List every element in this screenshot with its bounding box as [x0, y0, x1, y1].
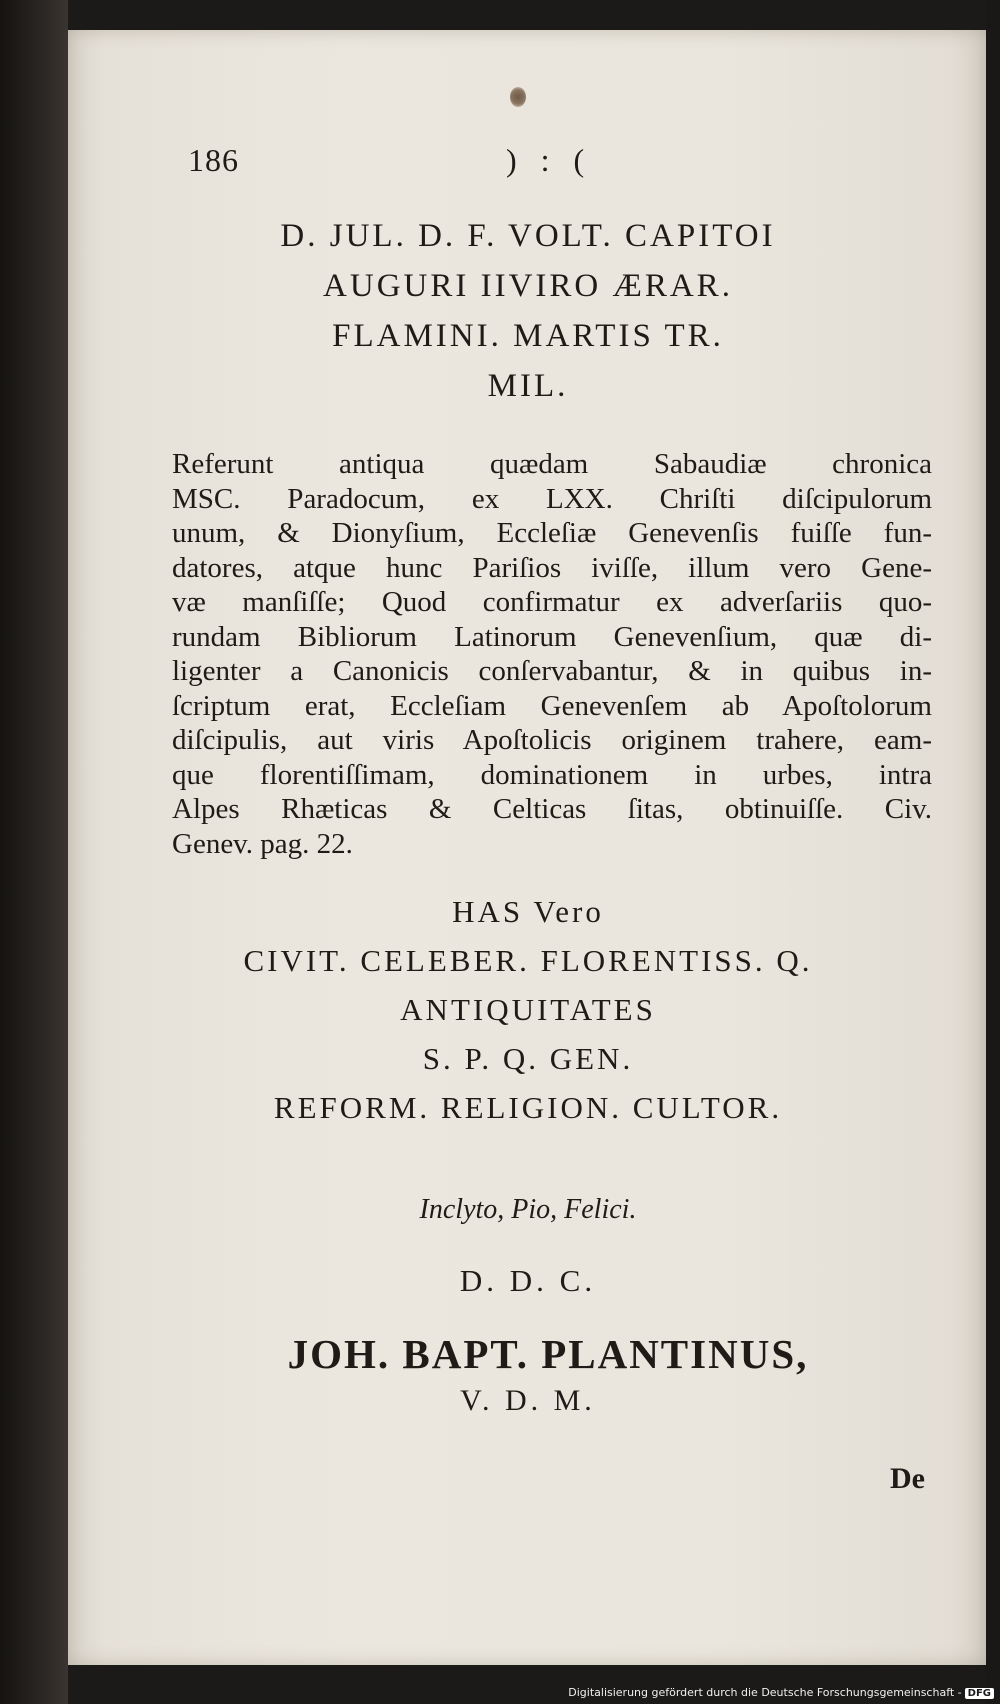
author-title: V. D. M.: [460, 1384, 596, 1417]
ddc-formula: D. D. C.: [459, 1263, 597, 1298]
page-number: 186: [188, 142, 239, 178]
paragraph-line: ligenter a Canonicis conſervabantur, & in quibus in-: [172, 655, 932, 687]
paragraph-line: rundam Bibliorum Latinorum Genevenſium, quæ di-: [172, 620, 932, 653]
body-paragraph: [172, 447, 932, 861]
dedication-line-2: CIVIT. CELEBER. FLORENTISS. Q.: [243, 943, 813, 978]
inscription-line-3: FLAMINI. MARTIS TR.: [332, 318, 724, 354]
inscription-line-4: MIL.: [487, 368, 569, 404]
paragraph-line: datores, atque hunc Pariſios iviſſe, illum vero Gene-: [172, 551, 932, 584]
scan-right-edge: [986, 0, 1000, 1704]
dedication-line-3: ANTIQUITATES: [400, 992, 656, 1027]
paragraph-line: unum, & Dionyſium, Eccleſiæ Genevenſis fuiſſe fun-: [172, 517, 932, 549]
inscription-line-1: D. JUL. D. F. VOLT. CAPITOI: [280, 218, 776, 254]
book-page: [68, 30, 986, 1665]
header-ornament: ) : (: [506, 142, 593, 178]
paragraph-line: diſcipulis, aut viris Apoſtolicis originem trahere, eam-: [172, 724, 932, 756]
digitization-credit: [568, 1686, 994, 1699]
dedication-line-4: S. P. Q. GEN.: [422, 1041, 634, 1076]
dfg-logo: DFG: [965, 1688, 994, 1699]
paragraph-line: que florentiſſimam, dominationem in urbes, intra: [172, 758, 932, 791]
dedication-line-1: HAS Vero: [452, 894, 604, 929]
dedication-epithets: Inclyto, Pio, Felici.: [419, 1194, 637, 1225]
catchword: De: [890, 1462, 925, 1495]
paragraph-line: ſcriptum erat, Eccleſiam Genevenſem ab Apoſtolorum: [172, 689, 932, 722]
paragraph-line: Alpes Rhæticas & Celticas ſitas, obtinuiſſe. Civ.: [172, 793, 932, 825]
dedication-line-5: REFORM. RELIGION. CULTOR.: [273, 1090, 783, 1125]
paragraph-line: Genev. pag. 22.: [172, 827, 353, 860]
paragraph-line: væ manſiſſe; Quod confirmatur ex adverſariis quo-: [172, 586, 932, 618]
inscription-line-2: AUGURI IIVIRO ÆRAR.: [323, 268, 733, 304]
paragraph-line: Referunt antiqua quædam Sabaudiæ chronica: [172, 448, 932, 480]
ink-stain: [510, 87, 526, 107]
book-spine-edge: [0, 0, 68, 1704]
credit-text: Digitalisierung gefördert durch die Deutsche Forschungsgemeinschaft -: [568, 1686, 962, 1699]
author-name: JOH. BAPT. PLANTINUS,: [287, 1331, 809, 1377]
paragraph-line: MSC. Paradocum, ex LXX. Chriſti diſcipulorum: [172, 482, 932, 515]
